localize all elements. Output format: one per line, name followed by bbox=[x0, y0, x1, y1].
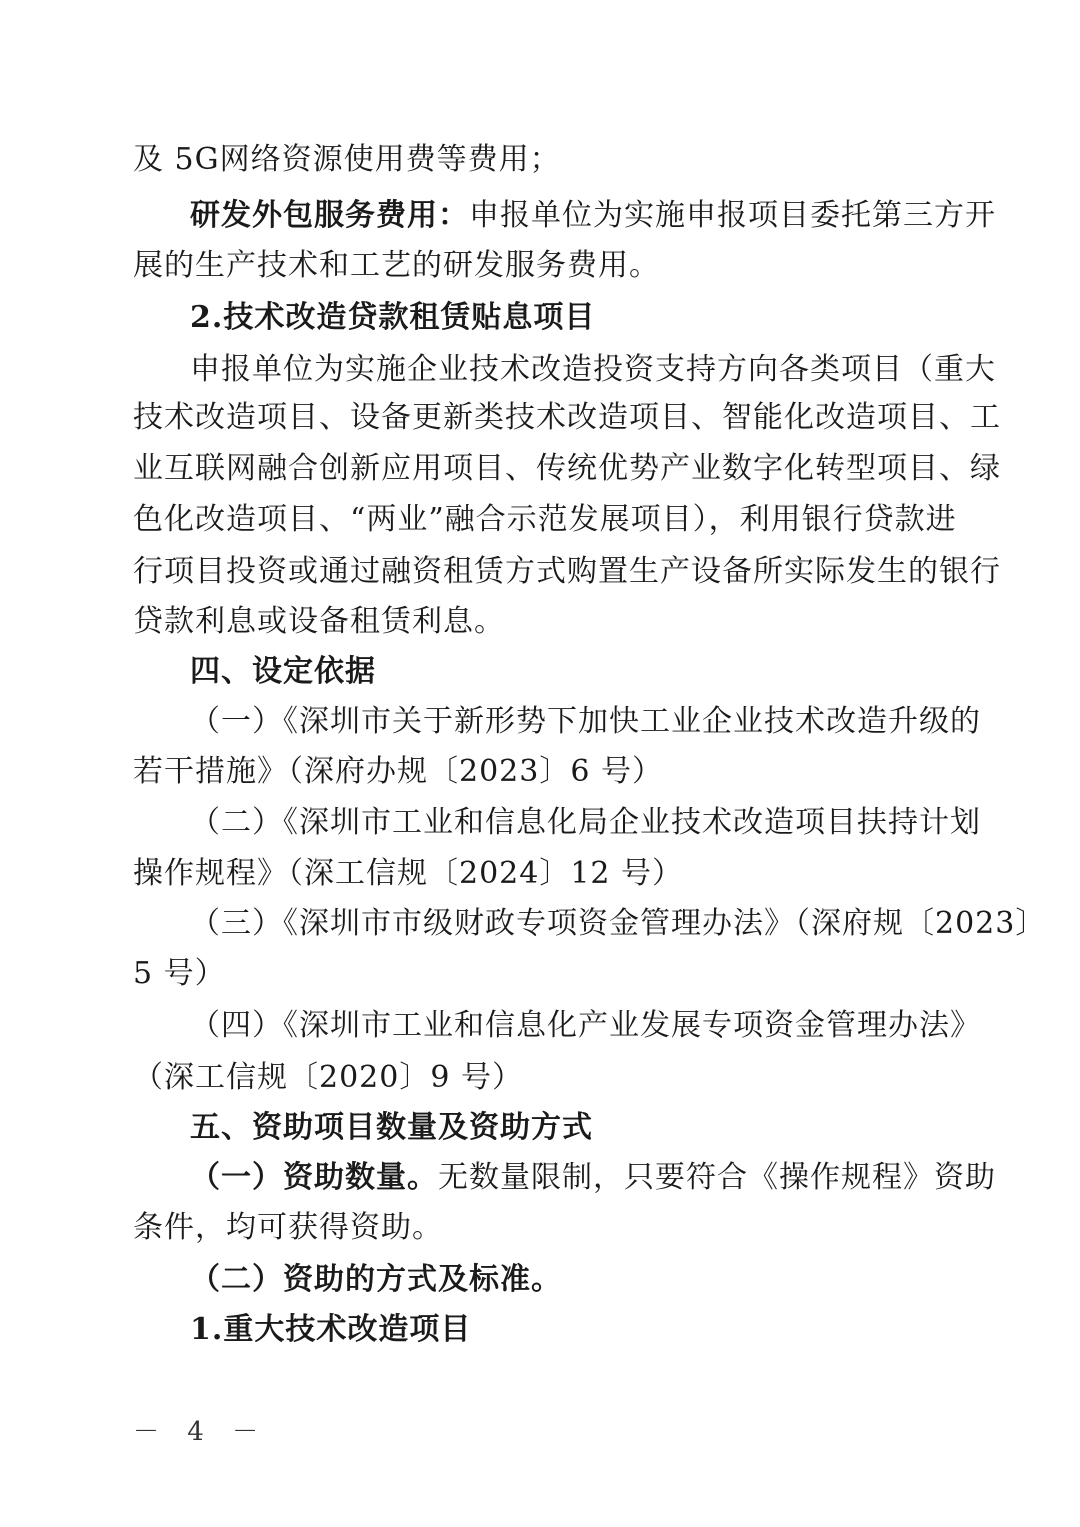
section-heading bbox=[190, 1102, 948, 1154]
reference-line bbox=[190, 696, 981, 748]
line-text: 展的生产技术和工艺的研发服务费用。 bbox=[133, 248, 660, 283]
line-text: （深工信规〔2020〕9 号） bbox=[133, 1060, 523, 1095]
term-heading: 研发外包服务费用： bbox=[190, 198, 469, 233]
reference-line bbox=[190, 797, 981, 849]
line-text: 贷款利息或设备租赁利息。 bbox=[133, 604, 505, 639]
line-text: 条件，均可获得资助。 bbox=[133, 1210, 443, 1245]
line-text: 色化改造项目、“两业”融合示范发展项目），利用银行贷款进 bbox=[133, 502, 957, 537]
line-text: 及 5G网络资源使用费等费用； bbox=[133, 142, 561, 177]
paragraph-line bbox=[133, 494, 957, 546]
line-text: （四）《深圳市工业和信息化产业发展专项资金管理办法》 bbox=[190, 1008, 981, 1043]
heading-text: 四、设定依据 bbox=[190, 654, 376, 689]
reference-line bbox=[133, 1052, 948, 1104]
paragraph-line bbox=[133, 546, 1001, 598]
heading-text: 2.技术改造贷款租赁贴息项目 bbox=[190, 300, 596, 335]
section-heading bbox=[190, 292, 948, 344]
line-text: 无数量限制，只要符合《操作规程》资助 bbox=[438, 1160, 996, 1195]
line-text: （一）《深圳市关于新形势下加快工业企业技术改造升级的 bbox=[190, 704, 981, 739]
subsection-heading bbox=[190, 1254, 948, 1306]
item-heading bbox=[190, 1304, 948, 1356]
paragraph-line bbox=[133, 134, 948, 186]
line-text: （二）《深圳市工业和信息化局企业技术改造项目扶持计划 bbox=[190, 805, 981, 840]
line-text: 行项目投资或通过融资租赁方式购置生产设备所实际发生的银行 bbox=[133, 554, 1001, 589]
reference-line bbox=[133, 948, 948, 1000]
page-number: － 4 － bbox=[133, 1417, 269, 1447]
paragraph-line bbox=[133, 596, 948, 648]
line-text: （三）《深圳市市级财政专项资金管理办法》（深府规〔2023〕 bbox=[190, 906, 1047, 941]
line-text: 业互联网融合创新应用项目、传统优势产业数字化转型项目、绿 bbox=[133, 451, 1001, 486]
paragraph-line bbox=[190, 190, 996, 242]
reference-line bbox=[133, 746, 948, 798]
subsection-heading: （一）资助数量。 bbox=[190, 1160, 438, 1195]
paragraph-line bbox=[190, 344, 996, 396]
reference-line bbox=[190, 1000, 981, 1052]
heading-text: 五、资助项目数量及资助方式 bbox=[190, 1110, 593, 1145]
paragraph-line bbox=[133, 443, 1001, 495]
reference-line bbox=[133, 848, 948, 900]
line-text: 操作规程》（深工信规〔2024〕12 号） bbox=[133, 856, 684, 891]
line-text: 若干措施》（深府办规〔2023〕6 号） bbox=[133, 754, 663, 789]
heading-text: 1.重大技术改造项目 bbox=[190, 1312, 472, 1347]
heading-text: （二）资助的方式及标准。 bbox=[190, 1262, 562, 1297]
line-text: 申报单位为实施申报项目委托第三方开 bbox=[469, 198, 996, 233]
reference-line bbox=[190, 898, 1047, 950]
paragraph-line bbox=[190, 1152, 996, 1204]
section-heading bbox=[190, 646, 948, 698]
line-text: 技术改造项目、设备更新类技术改造项目、智能化改造项目、工 bbox=[133, 400, 1001, 435]
line-text: 5 号） bbox=[133, 956, 226, 991]
paragraph-line bbox=[133, 240, 948, 292]
paragraph-line bbox=[133, 392, 1001, 444]
line-text: 申报单位为实施企业技术改造投资支持方向各类项目（重大 bbox=[190, 352, 996, 387]
paragraph-line bbox=[133, 1202, 948, 1254]
